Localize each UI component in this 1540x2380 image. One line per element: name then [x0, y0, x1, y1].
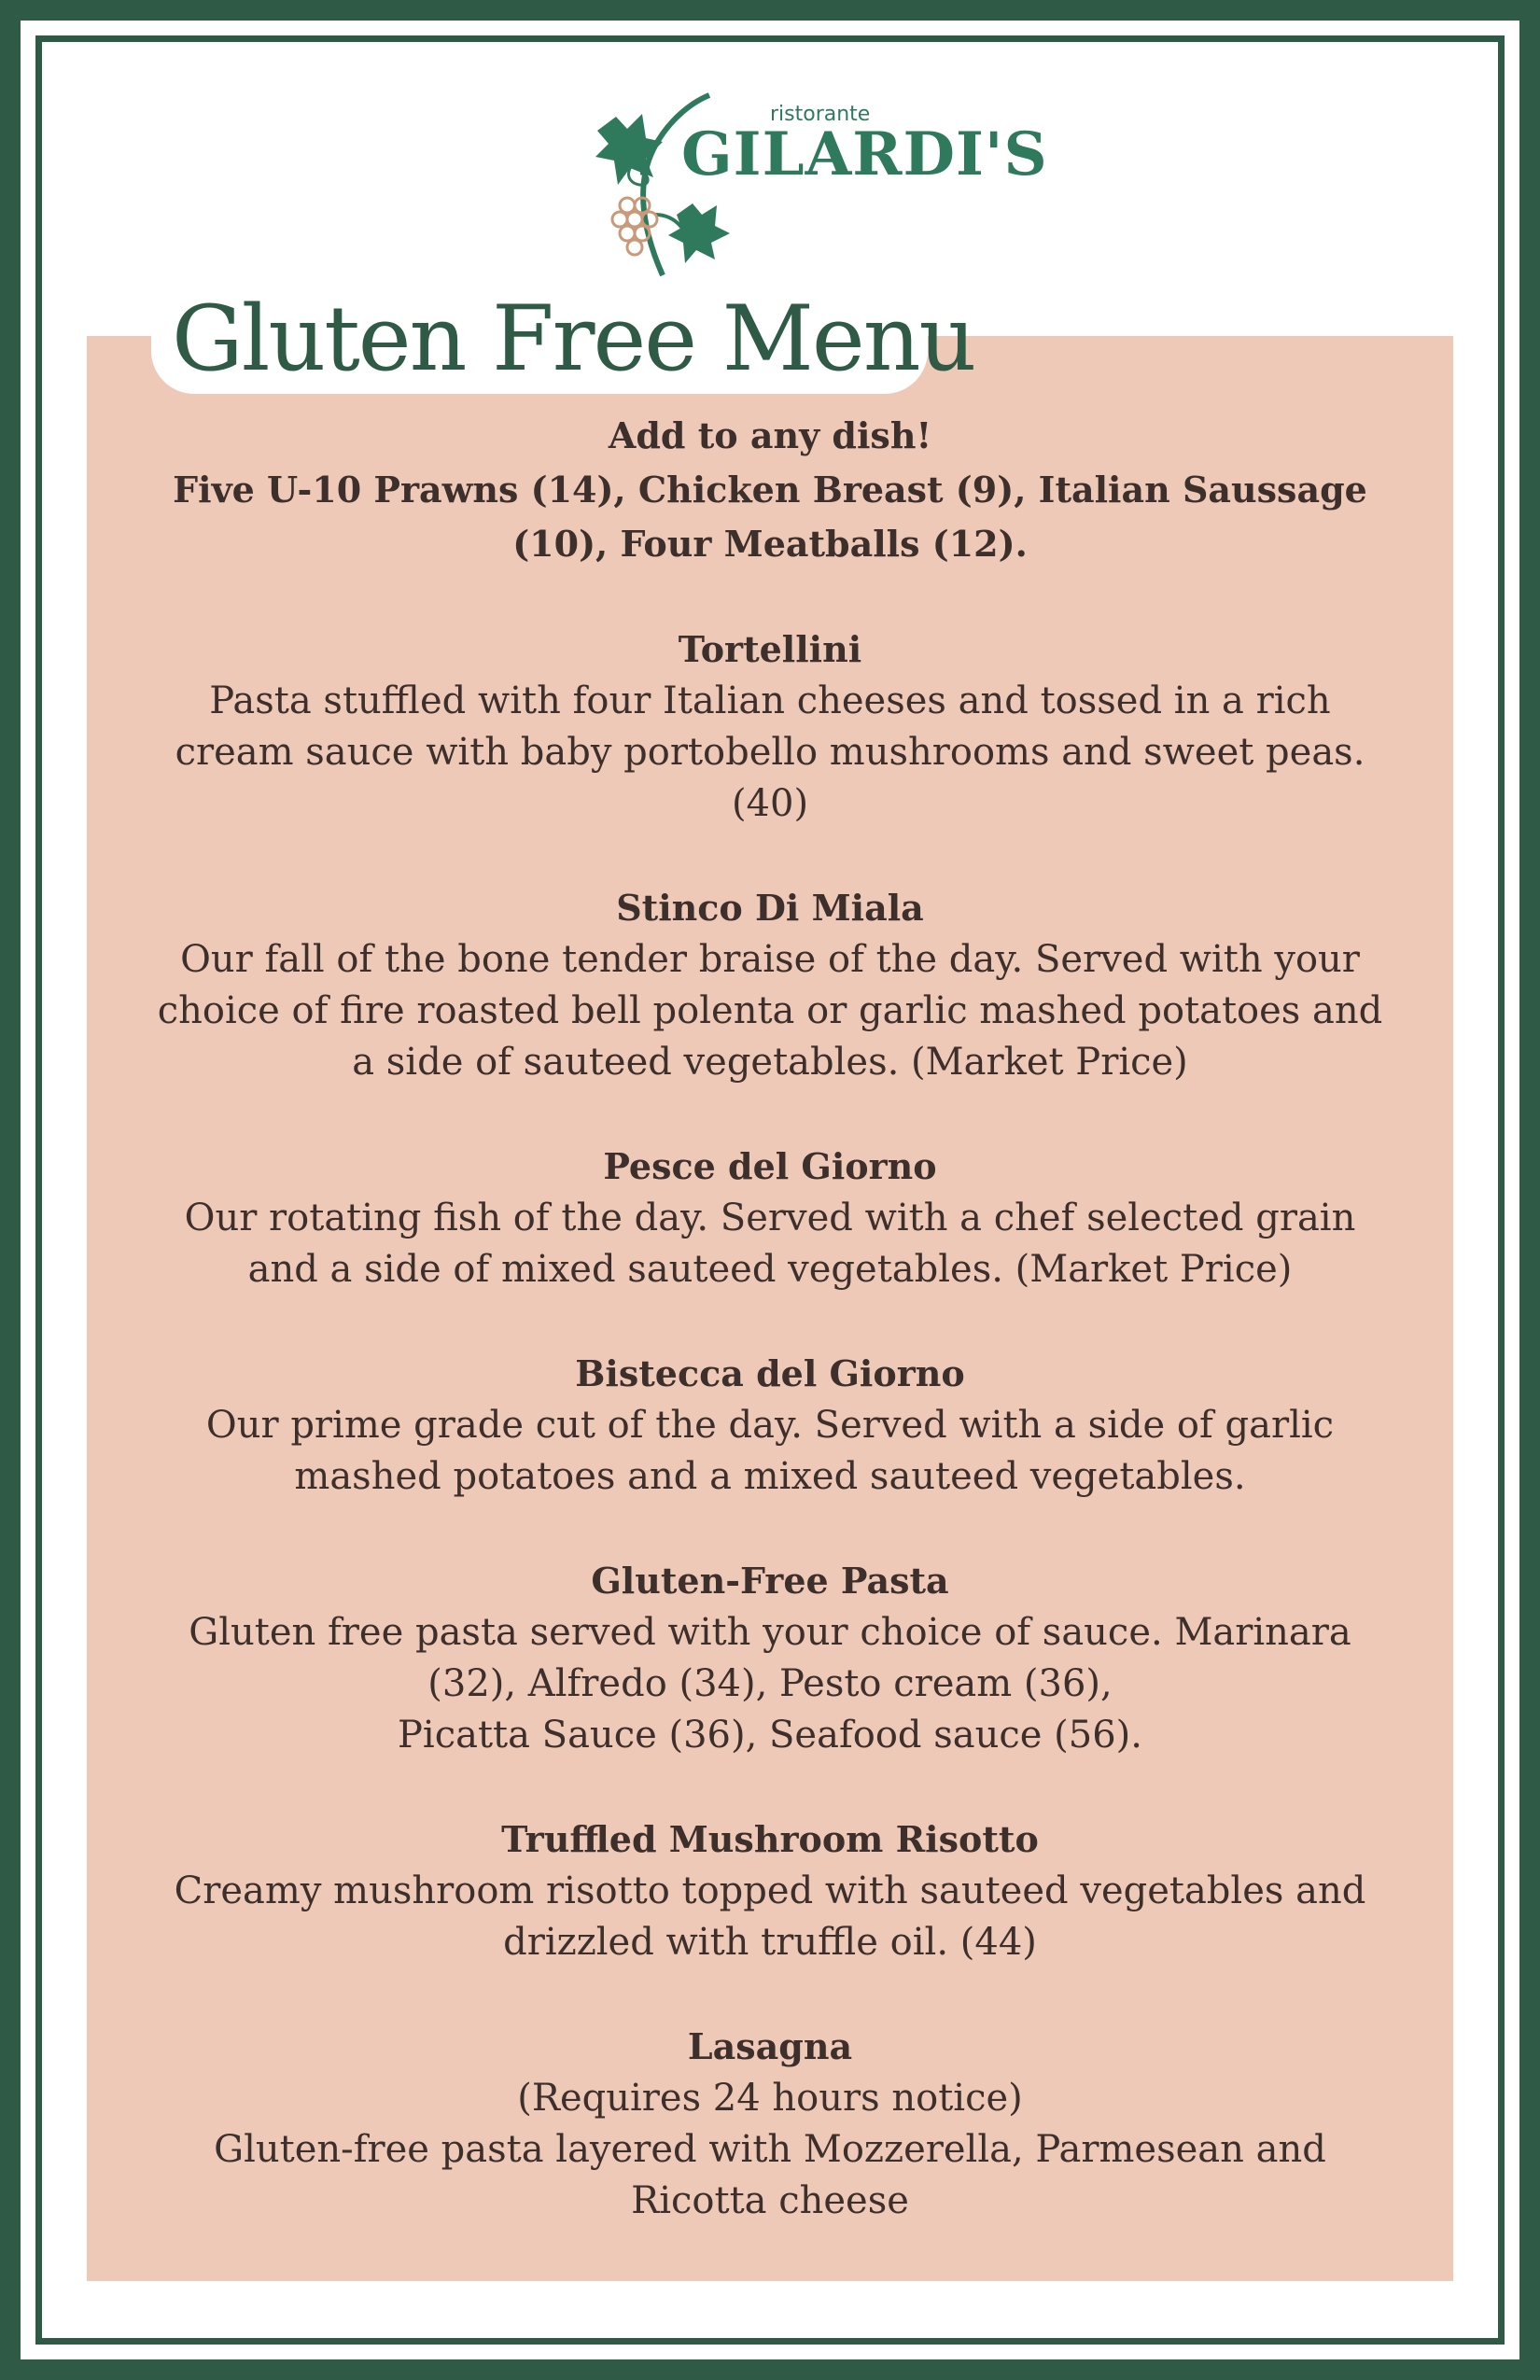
description-line: Our fall of the bone tender braise of the day. Served with your — [180, 938, 1360, 981]
description-line: Creamy mushroom risotto topped with sauteed vegetables and — [174, 1869, 1366, 1912]
item-description — [140, 1193, 1400, 1295]
item-description — [140, 676, 1400, 830]
description-line: Our prime grade cut of the day. Served with a side of garlic — [205, 1404, 1335, 1447]
item-name: Pesce del Giorno — [603, 1145, 937, 1187]
item-name: Gluten-Free Pasta — [591, 1560, 949, 1602]
item-description — [140, 1866, 1400, 1968]
addons-line: Five U-10 Prawns (14), Chicken Breast (9), Italian Saussage — [173, 469, 1367, 511]
addons-line: (10), Four Meatballs (12). — [512, 523, 1028, 565]
description-line: and a side of mixed sauteed vegetables. (Market Price) — [247, 1248, 1293, 1291]
menu-item-bistecca-del-giorno — [140, 1348, 1400, 1503]
item-description — [140, 934, 1400, 1088]
item-description — [140, 1607, 1400, 1761]
menu-content — [140, 409, 1400, 2227]
description-line: Gluten free pasta served with your choice of sauce. Marinara — [189, 1611, 1351, 1654]
description-line: (32), Alfredo (34), Pesto cream (36), — [427, 1662, 1113, 1705]
menu-item-tortellini — [140, 623, 1400, 830]
item-name: Stinco Di Miala — [616, 887, 924, 929]
menu-item-stinco-di-miala — [140, 882, 1400, 1088]
description-line: a side of sauteed vegetables. (Market Price) — [352, 1041, 1188, 1084]
description-line: (Requires 24 hours notice) — [517, 2077, 1023, 2120]
addons-list — [140, 463, 1400, 571]
addons-heading: Add to any dish! — [608, 414, 932, 456]
description-line: Picatta Sauce (36), Seafood sauce (56). — [398, 1714, 1142, 1757]
description-line: Our rotating fish of the day. Served with a chef selected grain — [184, 1197, 1356, 1239]
description-line: mashed potatoes and a mixed sauteed vegetables. — [294, 1455, 1246, 1498]
item-name: Lasagna — [687, 2025, 853, 2067]
menu-item-gluten-free-pasta — [140, 1555, 1400, 1761]
description-line: Ricotta cheese — [631, 2179, 909, 2222]
item-name: Truffled Mushroom Risotto — [501, 1818, 1039, 1860]
description-line: (40) — [731, 782, 809, 825]
menu-item-pesce-del-giorno — [140, 1141, 1400, 1295]
description-line: choice of fire roasted bell polenta or garlic mashed potatoes and — [157, 989, 1383, 1032]
item-name: Tortellini — [678, 628, 862, 670]
description-line: drizzled with truffle oil. (44) — [503, 1921, 1037, 1964]
description-line: cream sauce with baby portobello mushrooms and sweet peas. — [175, 731, 1365, 774]
menu-title: Gluten Free Menu — [172, 287, 975, 391]
description-line: Pasta stuffled with four Italian cheeses and tossed in a rich — [209, 679, 1331, 722]
item-name: Bistecca del Giorno — [575, 1352, 965, 1394]
menu-item-lasagna — [140, 2021, 1400, 2227]
item-description — [140, 1400, 1400, 1503]
menu-item-truffled-mushroom-risotto — [140, 1813, 1400, 1968]
logo-tagline: ristorante — [770, 103, 871, 126]
description-line: Gluten-free pasta layered with Mozzerella, Parmesean and — [214, 2128, 1326, 2171]
restaurant-logo — [588, 75, 1048, 285]
item-description — [140, 2073, 1400, 2227]
logo-name: GILARDI'S — [681, 119, 1048, 189]
